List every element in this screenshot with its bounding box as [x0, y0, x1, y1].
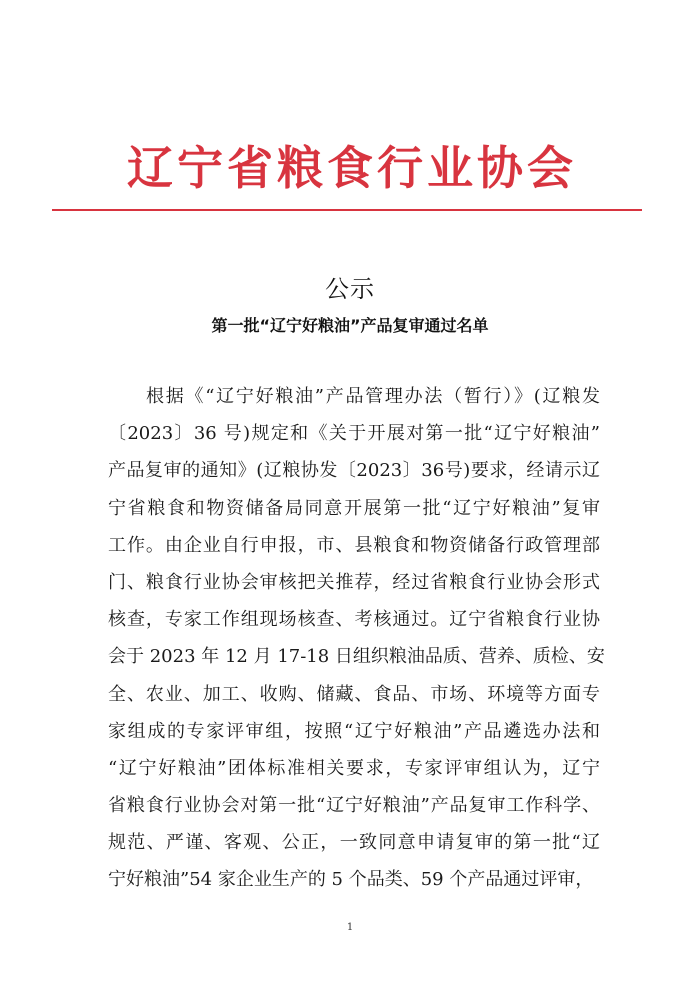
body-paragraph	[108, 378, 605, 899]
page-number: 1	[346, 922, 354, 933]
body-line: 工作。由企业自行申报，市、县粮食和物资储备行政管理部	[108, 534, 600, 556]
body-line: 核查，专家工作组现场核查、考核通过。辽宁省粮食行业协	[108, 609, 600, 631]
notice-subtitle: 第一批“辽宁好粮油”产品复审通过名单	[211, 316, 489, 335]
body-line: 产品复审的通知》(辽粮协发〔2023〕36号)要求，经请示辽	[108, 460, 600, 482]
letterhead-red-rule	[52, 209, 642, 211]
body-line: “辽宁好粮油”团体标准相关要求，专家评审组认为，辽宁	[108, 757, 600, 779]
body-line: 门、粮食行业协会审核把关推荐，经过省粮食行业协会形式	[108, 571, 600, 593]
body-line: 省粮食行业协会对第一批“辽宁好粮油”产品复审工作科学、	[108, 795, 600, 817]
body-line: 规范、严谨、客观、公正，一致同意申请复审的第一批“辽	[108, 832, 600, 854]
body-line: 家组成的专家评审组，按照“辽宁好粮油”产品遴选办法和	[108, 720, 600, 742]
notice-title: 公示	[325, 275, 375, 303]
body-line: 宁好粮油”54 家企业生产的 5 个品类、59 个产品通过评审，	[108, 869, 594, 891]
body-line: 根据《“辽宁好粮油”产品管理办法（暂行）》(辽粮发	[146, 386, 600, 407]
body-line: 全、农业、加工、收购、储藏、食品、市场、环境等方面专	[108, 683, 600, 705]
body-line: 〔2023〕36 号)规定和《关于开展对第一批“辽宁好粮油”	[108, 423, 600, 445]
letterhead-org-name: 辽宁省粮食行业协会	[127, 141, 577, 195]
body-line: 会于 2023 年 12 月 17-18 日组织粮油品质、营养、质检、安	[108, 646, 605, 668]
body-line: 宁省粮食和物资储备局同意开展第一批“辽宁好粮油”复审	[108, 497, 600, 519]
